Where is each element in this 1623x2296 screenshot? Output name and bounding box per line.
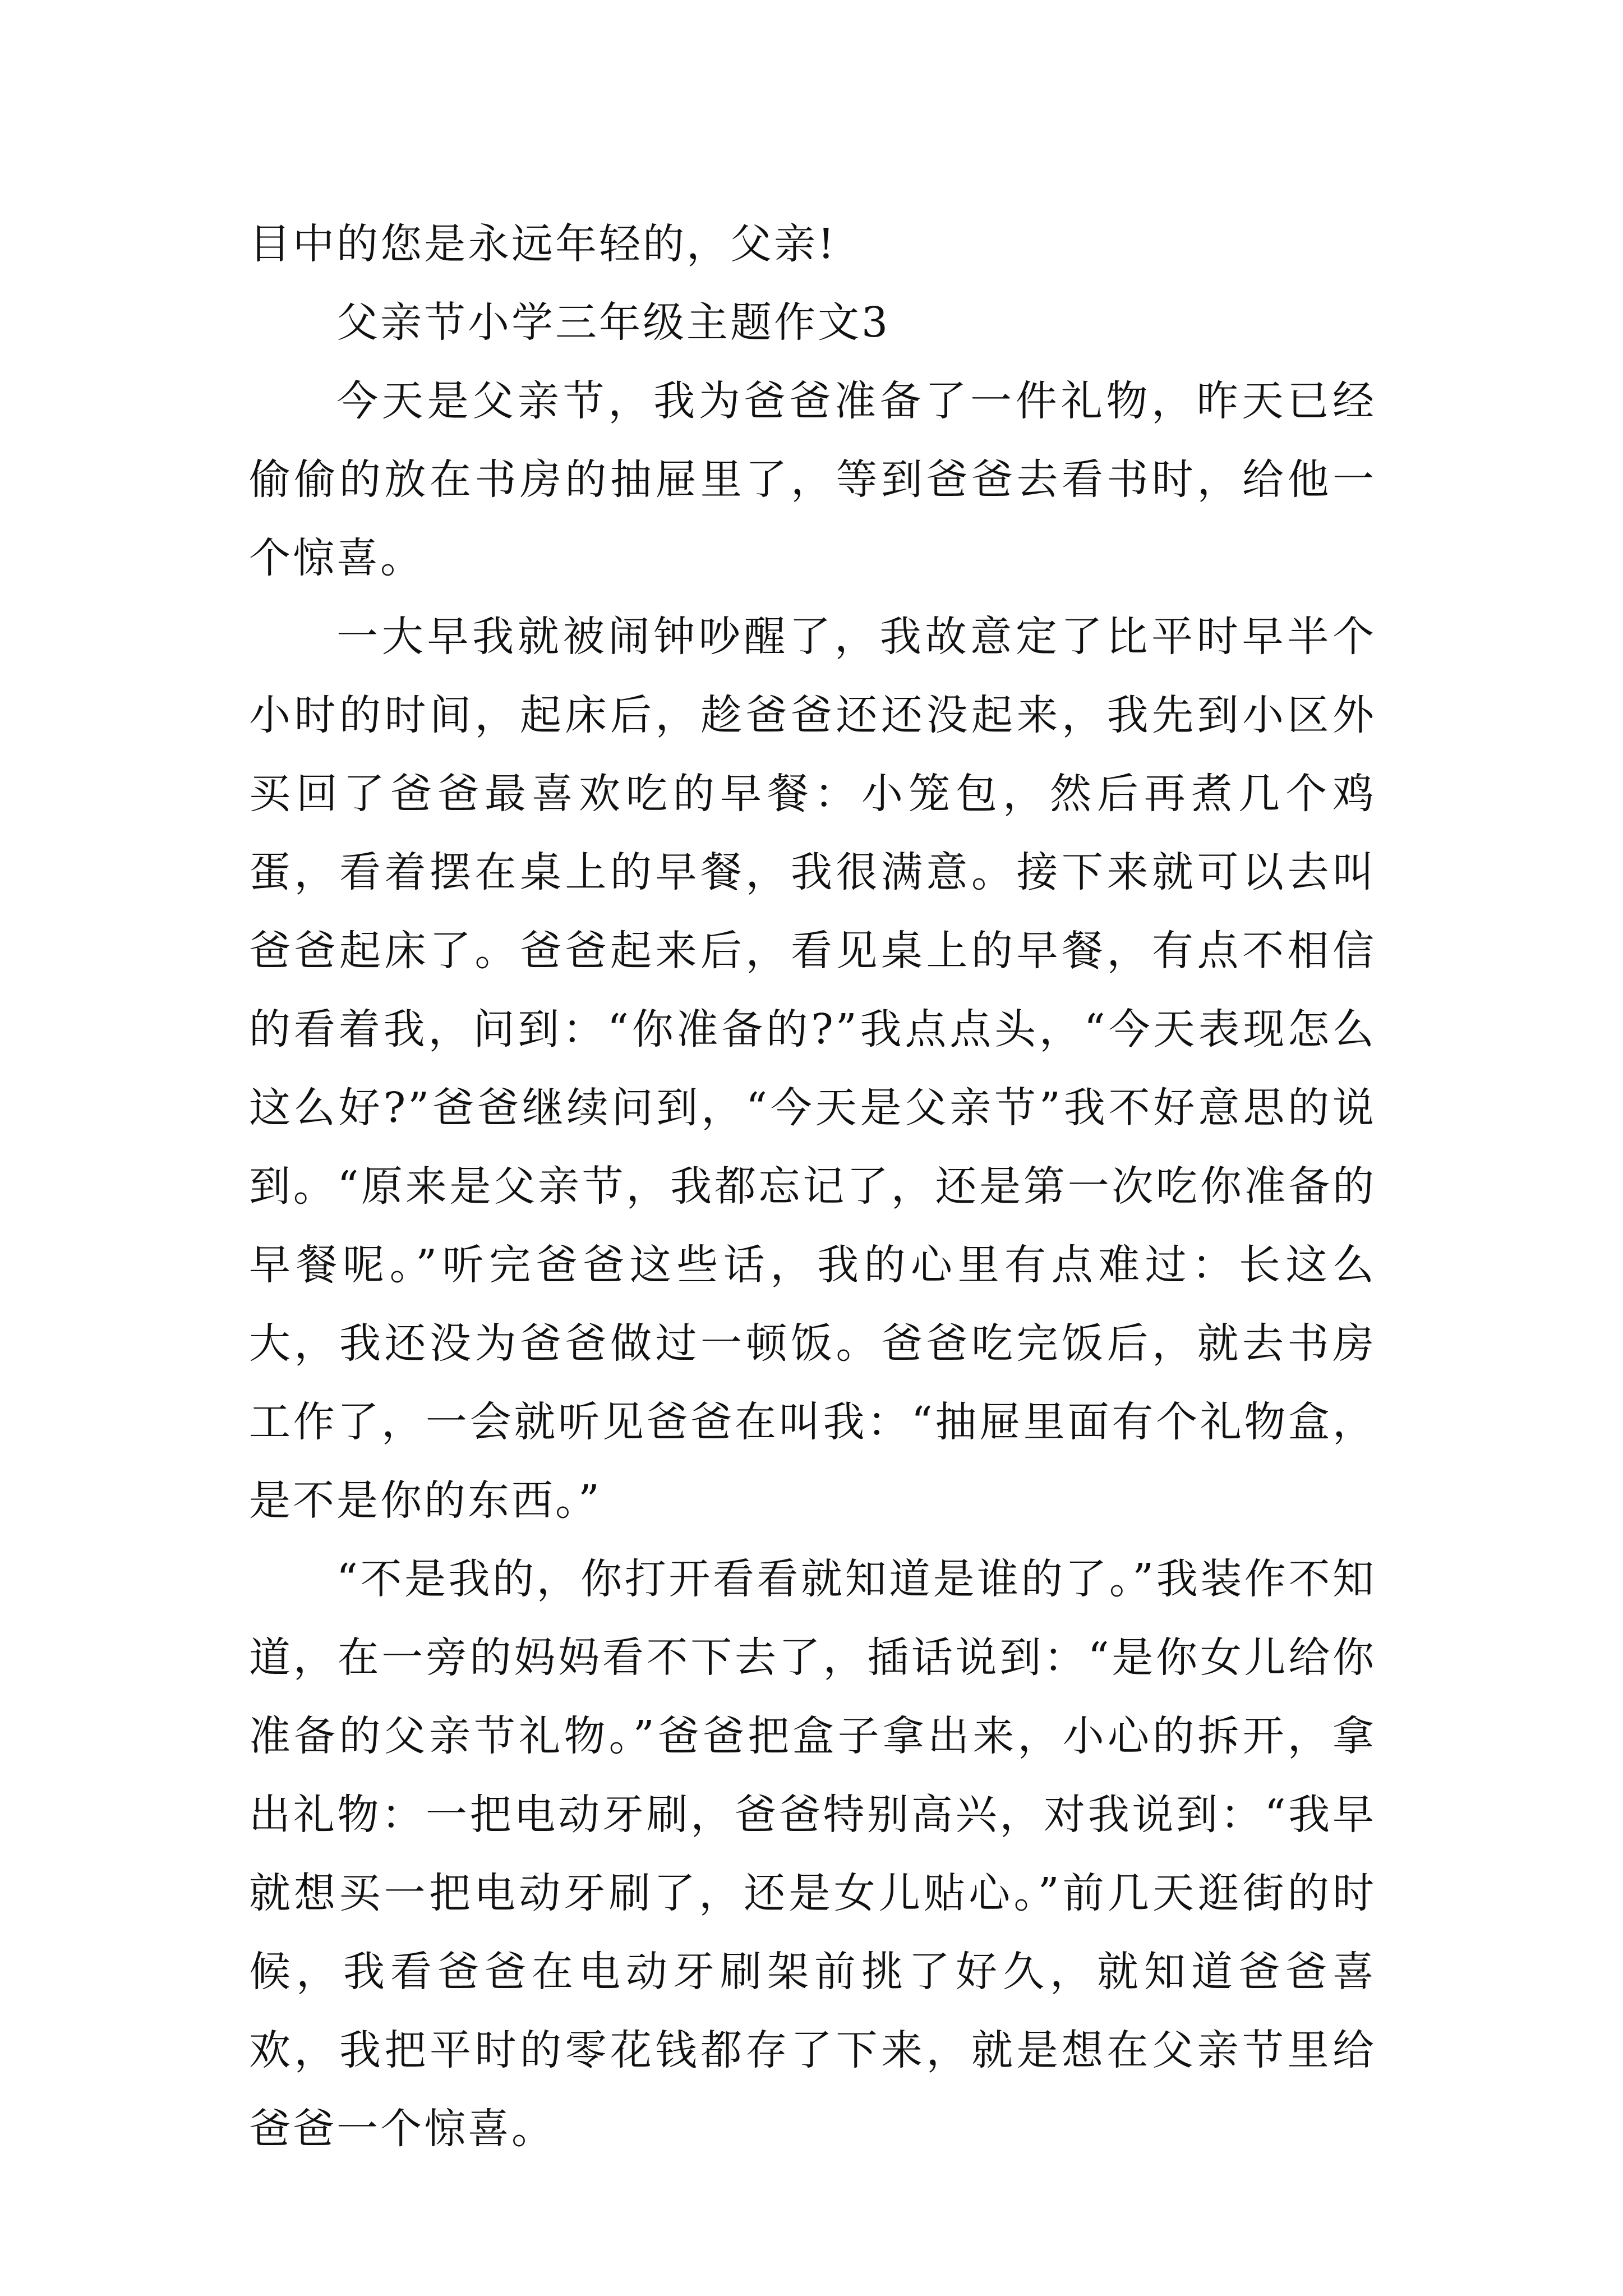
paragraph: 今天是父亲节，我为爸爸准备了一件礼物，昨天已经偷偷的放在书房的抽屉里了，等到爸爸去看书时，给他一个惊喜。: [249, 377, 1376, 582]
document-body: [249, 205, 1376, 2168]
essay-title: 父亲节小学三年级主题作文3: [336, 298, 891, 347]
paragraph: “不是我的，你打开看看就知道是谁的了。”我装作不知道，在一旁的妈妈看不下去了，插话说到：“是你女儿给你准备的父亲节礼物。”爸爸把盒子拿出来，小心的拆开，拿出礼物：一把电动牙刷，爸爸特别高兴，对我说到：“我早就想买一把电动牙刷了，还是女儿贴心。”前几天逛街的时候，我看爸爸在电动牙刷架前挑了好久，就知道爸爸喜欢，我把平时的零花钱都存了下来，就是想在父亲节里给爸爸一个惊喜。: [249, 1555, 1376, 2153]
paragraph-continuation: 目中的您是永远年轻的，父亲!: [249, 220, 837, 268]
paragraph: 一大早我就被闹钟吵醒了，我故意定了比平时早半个小时的时间，起床后，趁爸爸还还没起来，我先到小区外买回了爸爸最喜欢吃的早餐：小笼包，然后再煮几个鸡蛋，看着摆在桌上的早餐，我很满意。接下来就可以去叫爸爸起床了。爸爸起来后，看见桌上的早餐，有点不相信的看着我，问到：“你准备的?”我点点头，“今天表现怎么这么好?”爸爸继续问到，“今天是父亲节”我不好意思的说到。“原来是父亲节，我都忘记了，还是第一次吃你准备的早餐呢。”听完爸爸这些话，我的心里有点难过：长这么大，我还没为爸爸做过一顿饭。爸爸吃完饭后，就去书房工作了，一会就听见爸爸在叫我：“抽屉里面有个礼物盒，是不是你的东西。”: [249, 613, 1376, 1525]
